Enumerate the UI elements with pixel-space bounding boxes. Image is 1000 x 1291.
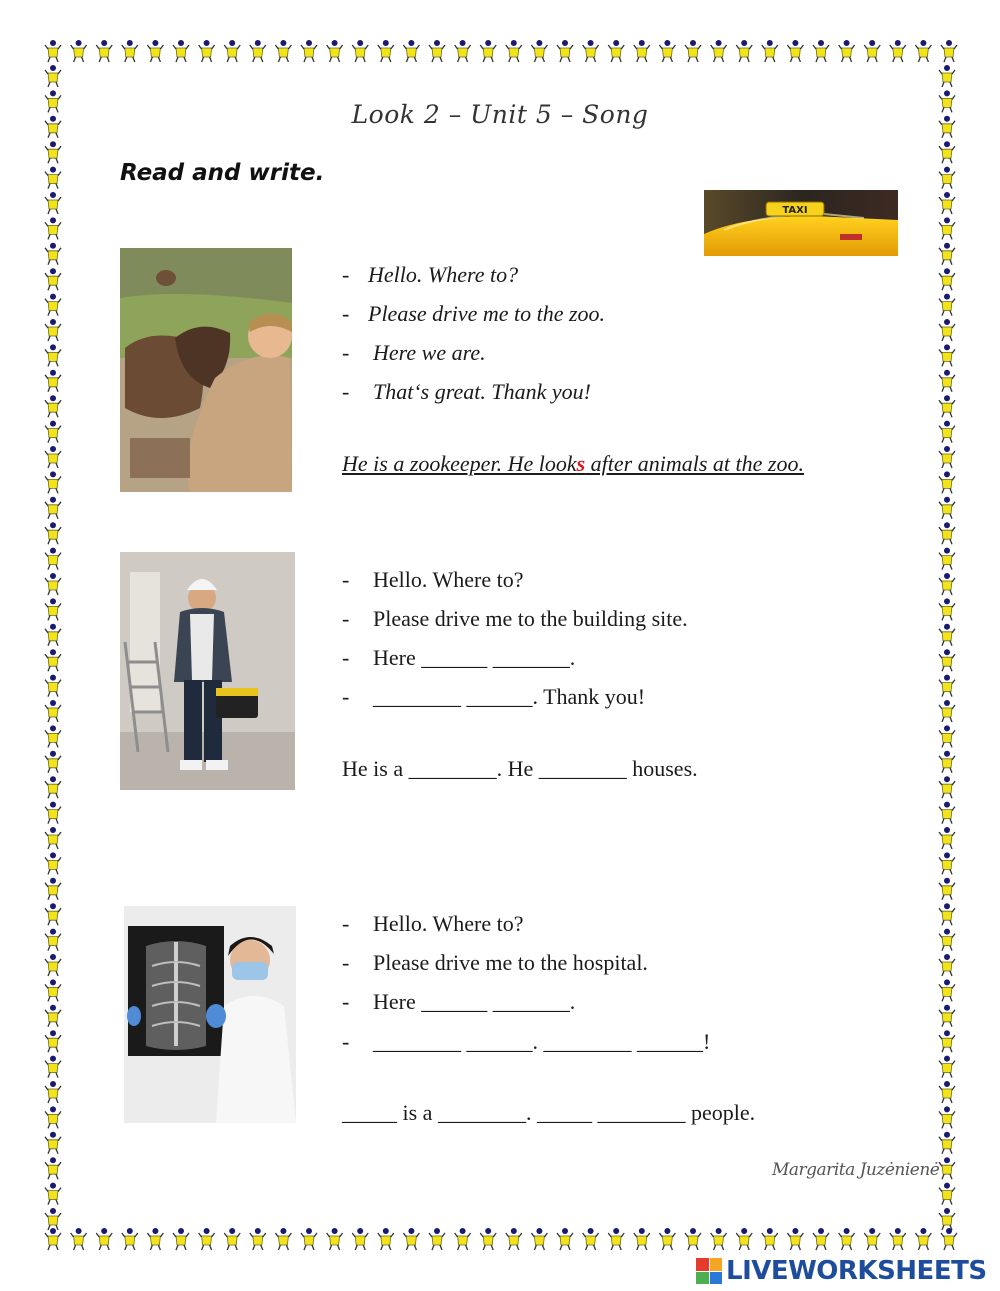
border-figure [939,243,955,265]
border-figure [659,40,675,62]
border-figure [736,40,752,62]
border-figure [45,802,61,824]
border-figure [557,1228,573,1250]
border-figure [147,40,163,62]
border-figure [301,1228,317,1250]
dialogue-line-with-blanks[interactable]: - ________ ______. Thank you! [342,684,646,709]
dialogue-line: - Please drive me to the hospital. [342,950,648,975]
border-figure [480,40,496,62]
border-figure [939,598,955,620]
border-figure [939,903,955,925]
border-figure [122,40,138,62]
border-figure [378,1228,394,1250]
border-figure [45,344,61,366]
border-figure [939,446,955,468]
instruction-heading: Read and write. [120,160,325,186]
border-figure [608,40,624,62]
border-figure [939,979,955,1001]
border-figure [939,471,955,493]
border-figure [939,370,955,392]
dialogue-line-with-blanks[interactable]: - Here ______ _______. [342,989,576,1014]
border-figure [939,522,955,544]
border-figure [45,1208,61,1230]
border-figure [403,1228,419,1250]
border-figure [45,1056,61,1078]
border-figure [378,40,394,62]
border-figure [939,421,955,443]
page-title: Look 2 – Unit 5 – Song [351,100,649,129]
border-figure [939,649,955,671]
border-figure [506,1228,522,1250]
border-figure [864,1228,880,1250]
border-figure [939,700,955,722]
border-figure [45,65,61,87]
border-figure [45,1157,61,1179]
border-figure [96,1228,112,1250]
border-figure [455,1228,471,1250]
taxi-sign-text: TAXI [782,205,808,216]
border-figure [45,497,61,519]
border-figure [455,40,471,62]
border-figure [45,1005,61,1027]
border-figure [480,1228,496,1250]
brand-name: LIVEWORKSHEETS [726,1256,987,1286]
border-figure [839,1228,855,1250]
border-figure [122,1228,138,1250]
border-figure [864,40,880,62]
border-figure [45,573,61,595]
border-figure [939,192,955,214]
dialogue-line: - Here we are. [342,340,486,365]
border-top [42,38,958,64]
border-figure [96,40,112,62]
border-figure [327,1228,343,1250]
border-figure [327,40,343,62]
border-figure [506,40,522,62]
border-figure [939,675,955,697]
border-figure [939,217,955,239]
border-figure [583,40,599,62]
border-figure [275,40,291,62]
border-figure [890,1228,906,1250]
border-figure [634,40,650,62]
border-figure [429,40,445,62]
border-figure [787,40,803,62]
border-figure [45,929,61,951]
border-figure [45,1106,61,1128]
border-figure [939,1081,955,1103]
dialogue-line: - Please drive me to the building site. [342,606,688,631]
border-left [42,38,64,1252]
doctor-photo [124,906,296,1123]
border-figure [915,40,931,62]
border-figure [939,1183,955,1205]
author-signature: Margarita Juzėnienė [772,1160,940,1180]
border-figure [939,548,955,570]
border-figure [939,65,955,87]
border-figure [939,319,955,341]
border-figure [839,40,855,62]
border-figure [890,40,906,62]
border-figure [762,40,778,62]
border-figure [224,40,240,62]
answer-sentence-with-blanks[interactable]: He is a ________. He ________ houses. [342,756,698,781]
border-figure [939,294,955,316]
zookeeper-photo [120,248,292,492]
border-figure [787,1228,803,1250]
border-figure [685,40,701,62]
border-figure [939,573,955,595]
dialogue-line-with-blanks[interactable]: - ________ ______. ________ ______! [342,1029,711,1054]
border-figure [224,1228,240,1250]
border-figure [301,40,317,62]
border-figure [939,852,955,874]
border-figure [939,1157,955,1179]
border-figure [45,319,61,341]
border-figure [403,40,419,62]
highlighted-s: s [576,451,586,476]
border-figure [45,1030,61,1052]
border-figure [939,954,955,976]
border-figure [939,497,955,519]
border-figure [45,598,61,620]
border-figure [45,395,61,417]
border-figure [634,1228,650,1250]
border-figure [939,725,955,747]
border-figure [45,675,61,697]
border-figure [45,1183,61,1205]
border-figure [608,1228,624,1250]
border-figure [939,929,955,951]
border-figure [45,192,61,214]
border-figure [939,827,955,849]
border-figure [939,1208,955,1230]
border-figure [45,471,61,493]
border-figure [939,624,955,646]
border-figure [45,268,61,290]
border-figure [275,1228,291,1250]
border-figure [71,1228,87,1250]
border-figure [939,1056,955,1078]
border-right [936,38,958,1252]
answer-sentence: He is a zookeeper. He looks after animals at the zoo. [342,451,804,476]
builder-photo [120,552,295,790]
border-figure [939,802,955,824]
border-figure [199,1228,215,1250]
border-figure [173,1228,189,1250]
border-figure [45,776,61,798]
border-figure [813,1228,829,1250]
border-figure [147,1228,163,1250]
dialogue-line: - Hello. Where to? [342,567,524,592]
border-figure [45,903,61,925]
border-figure [45,370,61,392]
border-figure [352,40,368,62]
border-figure [939,141,955,163]
border-figure [45,421,61,443]
border-figure [45,624,61,646]
border-figure [173,40,189,62]
border-figure [939,1005,955,1027]
liveworksheets-brand[interactable] [696,1255,987,1287]
border-figure [45,852,61,874]
border-figure [45,700,61,722]
border-figure [45,979,61,1001]
border-figure [583,1228,599,1250]
border-figure [45,243,61,265]
border-figure [939,878,955,900]
border-figure [45,217,61,239]
border-figure [531,1228,547,1250]
border-figure [45,1132,61,1154]
border-figure [685,1228,701,1250]
dialogue-line: - That‘s great. Thank you! [342,379,591,404]
border-figure [45,141,61,163]
border-figure [45,294,61,316]
border-bottom [42,1226,958,1252]
border-figure [250,40,266,62]
dialogue-line: - Please drive me to the zoo. [342,301,606,326]
border-figure [939,395,955,417]
border-figure [250,1228,266,1250]
border-figure [915,1228,931,1250]
border-figure [71,40,87,62]
border-figure [939,167,955,189]
border-figure [45,751,61,773]
border-figure [659,1228,675,1250]
border-figure [939,1106,955,1128]
taxi-photo [704,190,898,256]
border-figure [45,878,61,900]
border-figure [45,954,61,976]
border-figure [45,725,61,747]
border-figure [762,1228,778,1250]
dialogue-line-with-blanks[interactable]: - Here ______ _______. [342,645,576,670]
border-figure [813,40,829,62]
border-figure [736,1228,752,1250]
border-figure [557,40,573,62]
border-figure [45,827,61,849]
border-figure [711,1228,727,1250]
border-figure [939,268,955,290]
border-figure [939,1030,955,1052]
border-figure [939,344,955,366]
border-figure [429,1228,445,1250]
dialogue-line: - Hello. Where to? [342,911,524,936]
border-figure [352,1228,368,1250]
border-figure [45,446,61,468]
border-figure [711,40,727,62]
liveworksheets-logo-icon [696,1258,722,1284]
border-figure [45,649,61,671]
border-figure [939,751,955,773]
border-figure [939,1132,955,1154]
border-figure [45,522,61,544]
dialogue-line: - Hello. Where to? [342,262,519,287]
border-figure [199,40,215,62]
border-figure [45,167,61,189]
border-figure [531,40,547,62]
answer-sentence-with-blanks[interactable]: _____ is a ________. _____ ________ people. [342,1100,756,1125]
border-figure [939,776,955,798]
border-figure [45,1081,61,1103]
border-figure [45,548,61,570]
